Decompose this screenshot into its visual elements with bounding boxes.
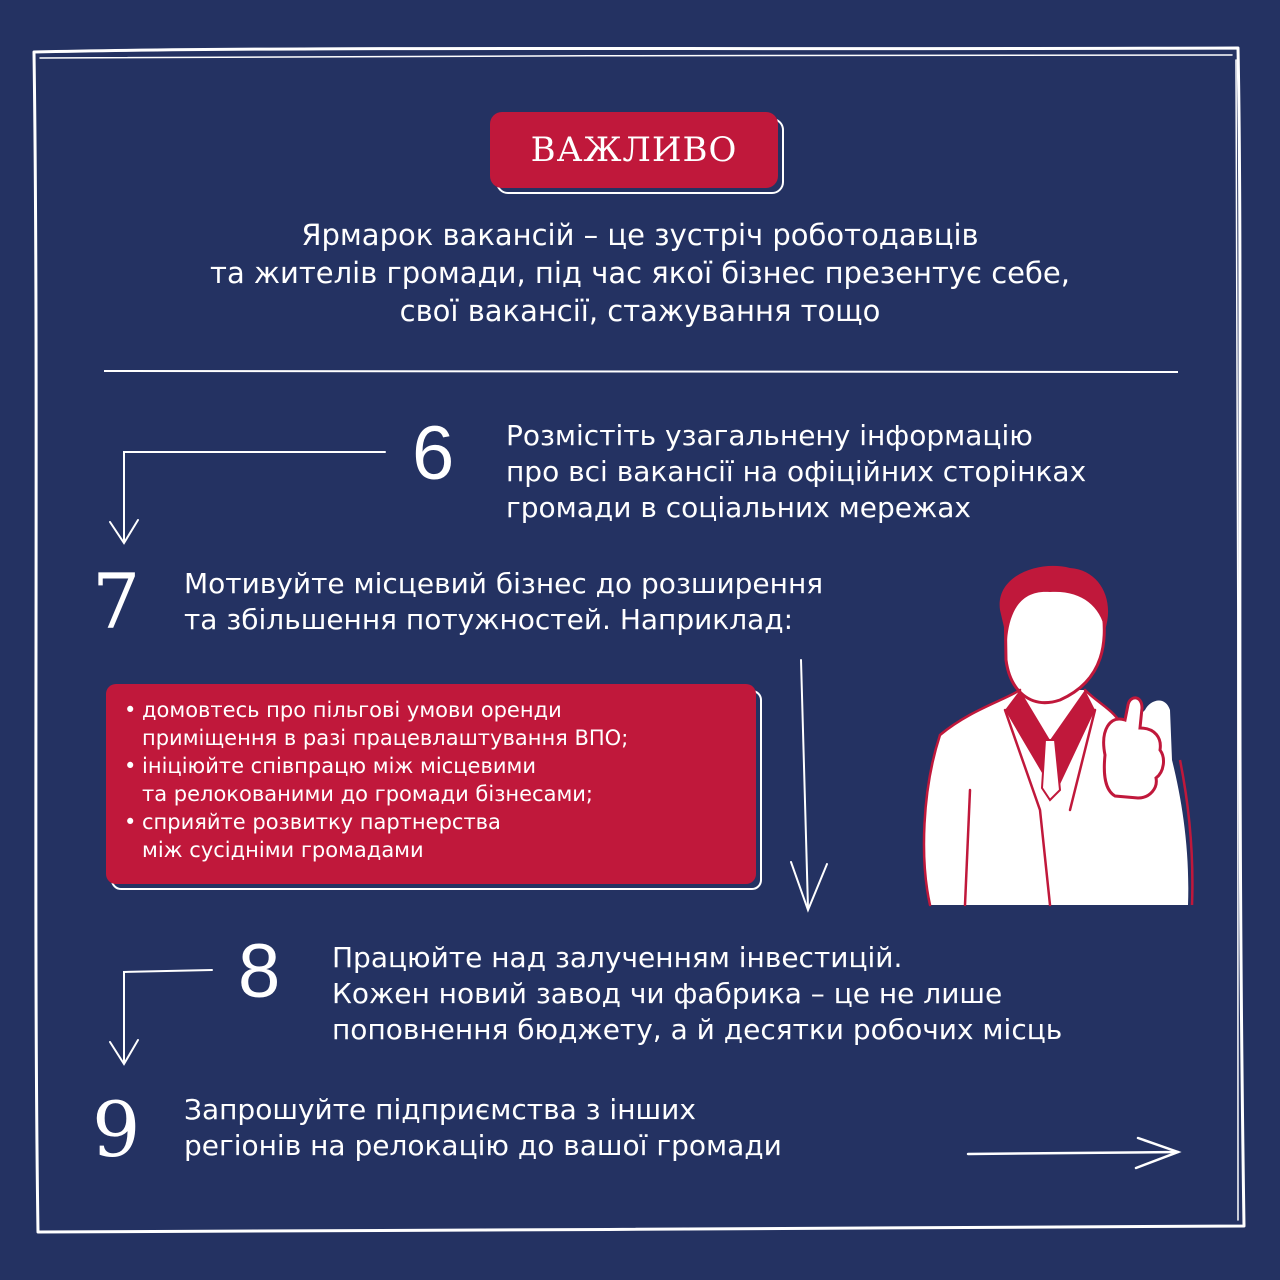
list-item-line: та релокованими до громади бізнесами;	[142, 782, 594, 806]
step-8-number: 8	[238, 929, 281, 1014]
step-6-number: 6	[412, 411, 455, 496]
step-8-text	[332, 940, 1062, 1048]
person-thumbs-up-illustration	[910, 560, 1200, 910]
important-badge	[490, 112, 778, 188]
step-line: Мотивуйте місцевий бізнес до розширення	[184, 567, 824, 600]
badge-fill	[490, 112, 778, 188]
intro-text	[100, 216, 1180, 330]
list-item	[124, 808, 628, 864]
step-line: та збільшення потужностей. Наприклад:	[184, 603, 794, 636]
step-7-number: 7	[92, 557, 141, 646]
list-item	[124, 696, 628, 752]
list-item-line: приміщення в разі працевлаштування ВПО;	[142, 726, 629, 750]
list-item-line: • ініціюйте співпрацю між місцевими	[142, 754, 536, 778]
step-line: Запрошуйте підприємства з інших	[184, 1093, 696, 1126]
step-9-text	[184, 1092, 782, 1164]
arrow-6-to-7-icon	[110, 452, 385, 543]
step-line: регіонів на релокацію до вашої громади	[184, 1129, 782, 1162]
step-7-text	[184, 566, 823, 638]
arrow-7-to-8-icon	[791, 660, 827, 910]
step-line: про всі вакансії на офіційних сторінках	[506, 455, 1087, 488]
step-line: громади в соціальних мережах	[506, 491, 971, 524]
badge-label: ВАЖЛИВО	[530, 130, 738, 170]
list-item-line: • сприяйте розвитку партнерства	[142, 810, 501, 834]
arrow-8-to-9-icon	[110, 970, 212, 1064]
step-6-text	[506, 418, 1086, 526]
list-item-line: • домовтесь про пільгові умови оренди	[142, 698, 562, 722]
step-line: Працюйте над залученням інвестицій.	[332, 941, 903, 974]
examples-list	[124, 696, 628, 864]
list-item-line: між сусідніми громадами	[142, 838, 424, 862]
step-9-number: 9	[92, 1085, 141, 1174]
list-item	[124, 752, 628, 808]
intro-line: Ярмарок вакансій – це зустріч роботодавців	[301, 218, 979, 252]
arrow-next-icon	[968, 1138, 1178, 1168]
intro-line: свої вакансії, стажування тощо	[399, 294, 881, 328]
intro-line: та жителів громади, під час якої бізнес презентує себе,	[210, 256, 1070, 290]
person-body	[924, 690, 1188, 905]
step-line: поповнення бюджету, а й десятки робочих місць	[332, 1013, 1063, 1046]
step-line: Розмістіть узагальнену інформацію	[506, 419, 1033, 452]
divider-line	[104, 371, 1178, 372]
step-line: Кожен новий завод чи фабрика – це не лише	[332, 977, 1003, 1010]
examples-box	[106, 684, 756, 884]
